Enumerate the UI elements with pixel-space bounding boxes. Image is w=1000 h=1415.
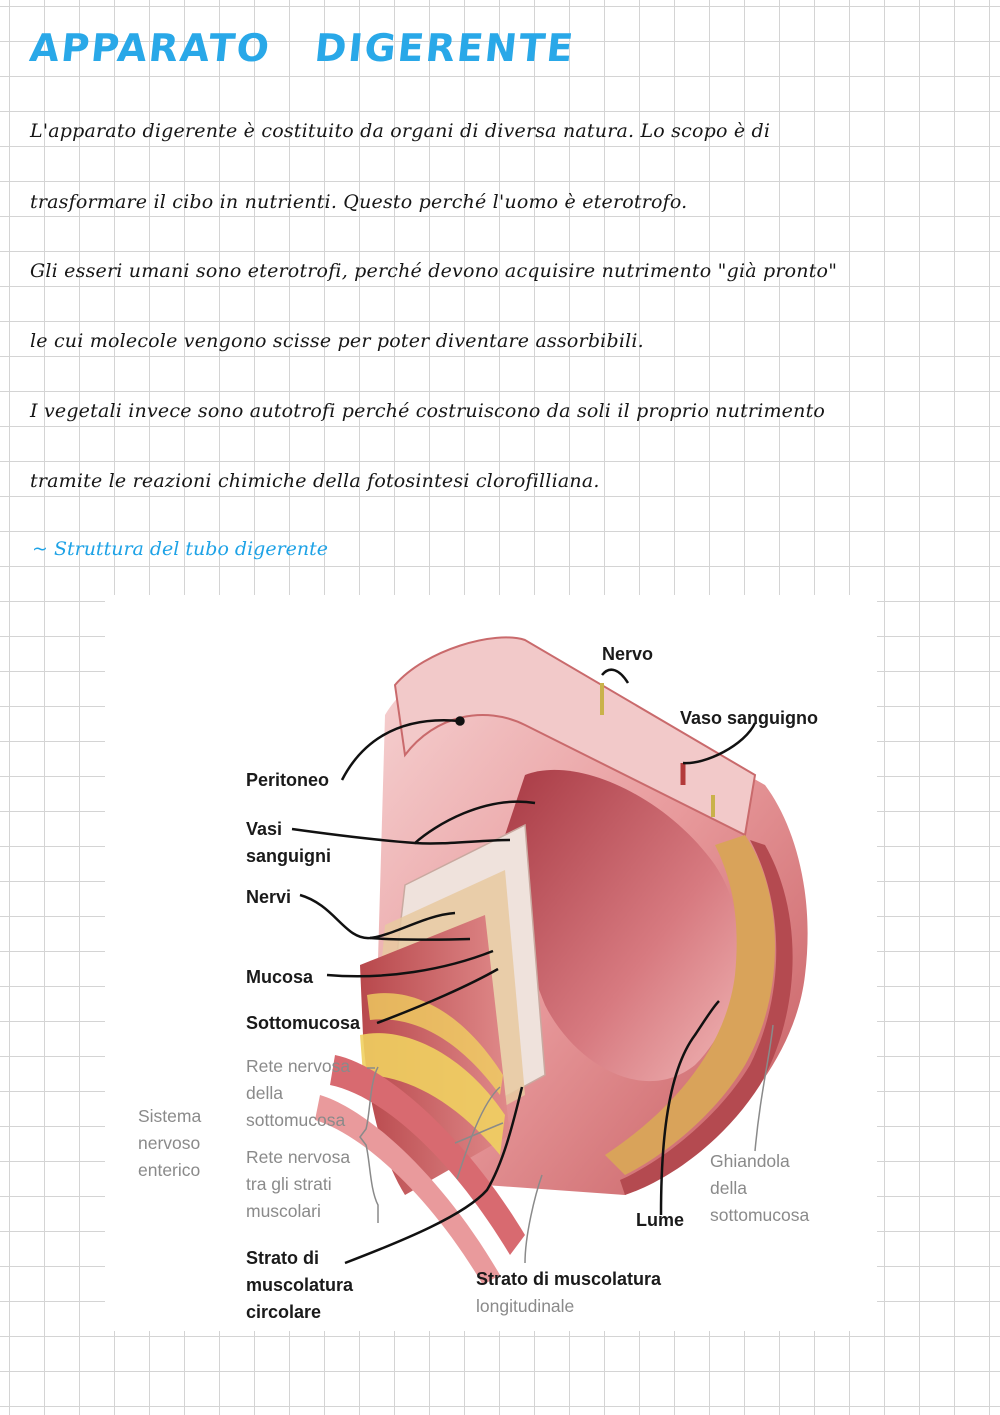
label-lume: Lume [636,1210,685,1230]
text-line-5: I vegetali invece sono autotrofi perché costruiscono da soli il proprio nutrimento [30,400,826,422]
label-nervi: Nervi [246,887,292,907]
title-word-2: DIGERENTE [312,26,578,70]
label-mucosa: Mucosa [246,967,314,987]
page-title [28,26,577,70]
section-subtitle: ~ Struttura del tubo digerente [32,538,329,560]
label-peritoneo: Peritoneo [246,770,330,790]
text-line-2: trasformare il cibo in nutrienti. Questo perché l'uomo è eterotrofo. [30,191,688,213]
label-nervo: Nervo [602,644,654,664]
label-vaso-sanguigno: Vaso sanguigno [680,708,819,728]
text-line-4: le cui molecole vengono scisse per poter diventare assorbibili. [30,330,644,352]
text-line-6: tramite le reazioni chimiche della fotosintesi clorofilliana. [30,470,600,492]
text-line-1: L'apparato digerente è costituito da organi di diversa natura. Lo scopo è di [30,120,771,142]
text-line-3: Gli esseri umani sono eterotrofi, perché devono acquisire nutrimento "già pronto" [30,260,838,282]
digestive-tube-figure: Nervo Vaso sanguigno Peritoneo Vasi sanguigni Nervi Mucosa Sottomucosa Rete nervosa della sottomucosa Sistema nervoso enterico Rete nervosa tra gli strati muscolari Strato di muscolatura circolare Strato di muscolatura longitudinale Lume Ghiandola della sottomucosa [105,595,877,1331]
title-word-1: APPARATO [27,26,274,70]
label-sottomucosa: Sottomucosa [246,1013,361,1033]
